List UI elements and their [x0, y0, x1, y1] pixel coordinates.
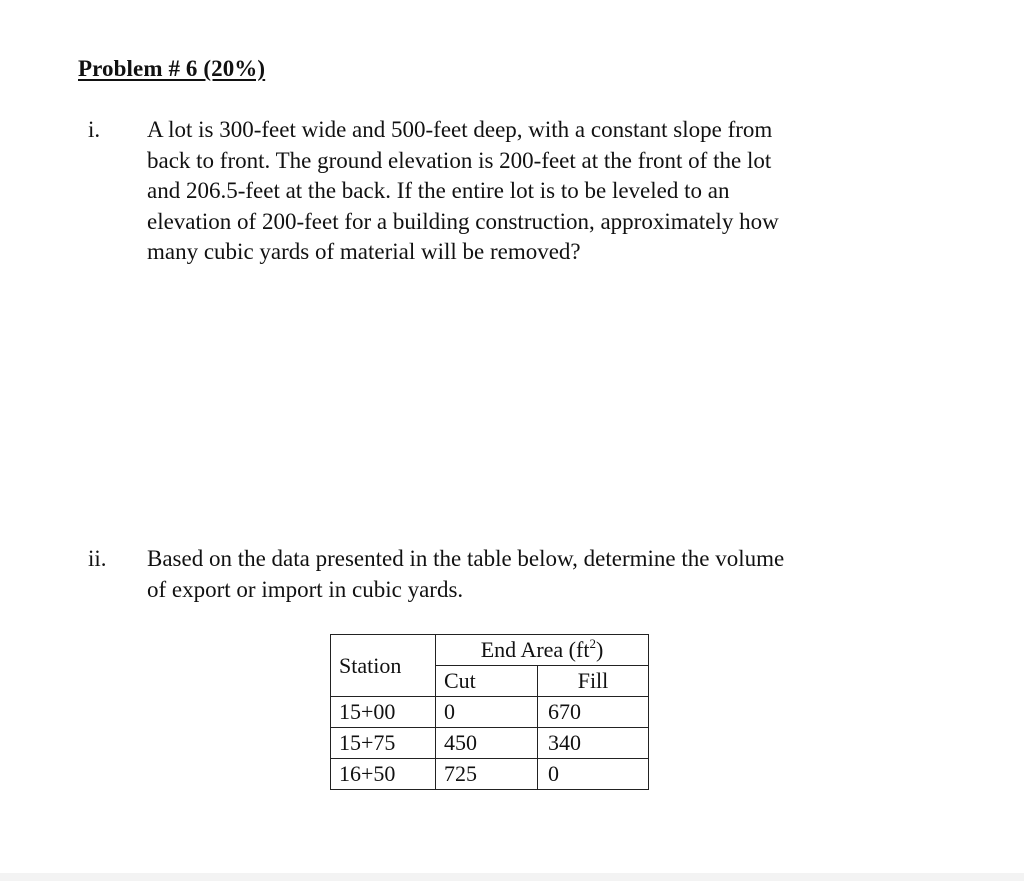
problem-title: Problem # 6 (20%) — [78, 56, 266, 81]
end-area-header-suffix: ) — [595, 637, 604, 662]
question-line: elevation of 200-feet for a building construction, approximately how — [147, 208, 779, 234]
cut-header: Cut — [436, 666, 538, 697]
station-cell: 16+50 — [331, 759, 436, 790]
cut-cell: 0 — [436, 697, 538, 728]
end-area-header-prefix: End Area (ft — [480, 637, 590, 662]
table-row — [331, 697, 649, 728]
end-area-header — [436, 635, 649, 666]
fill-cell: 670 — [538, 697, 649, 728]
question-line: A lot is 300-feet wide and 500-feet deep, with a constant slope from — [147, 117, 773, 142]
page-bottom-edge — [0, 873, 1024, 881]
question-line: back to front. The ground elevation is 200-feet at the front of the lot — [147, 147, 772, 173]
station-header: Station — [331, 635, 436, 697]
station-cell: 15+00 — [331, 697, 436, 728]
fill-header: Fill — [538, 666, 649, 697]
question-line: many cubic yards of material will be removed? — [147, 239, 581, 264]
cut-cell: 725 — [436, 759, 538, 790]
cut-cell: 450 — [436, 728, 538, 759]
table-row — [331, 759, 649, 790]
fill-cell: 340 — [538, 728, 649, 759]
end-area-table — [330, 634, 649, 790]
fill-cell: 0 — [538, 759, 649, 790]
question-text — [147, 544, 887, 605]
question-line: of export or import in cubic yards. — [147, 576, 464, 602]
question-number: ii. — [88, 546, 107, 571]
question-text — [147, 115, 887, 268]
question-line: and 206.5-feet at the back. If the entire lot is to be leveled to an — [147, 178, 730, 203]
question-line: Based on the data presented in the table below, determine the volume — [147, 546, 785, 571]
question-number: i. — [88, 117, 101, 142]
table-row — [331, 728, 649, 759]
end-area-header-sup: 2 — [589, 635, 596, 651]
station-cell: 15+75 — [331, 728, 436, 759]
